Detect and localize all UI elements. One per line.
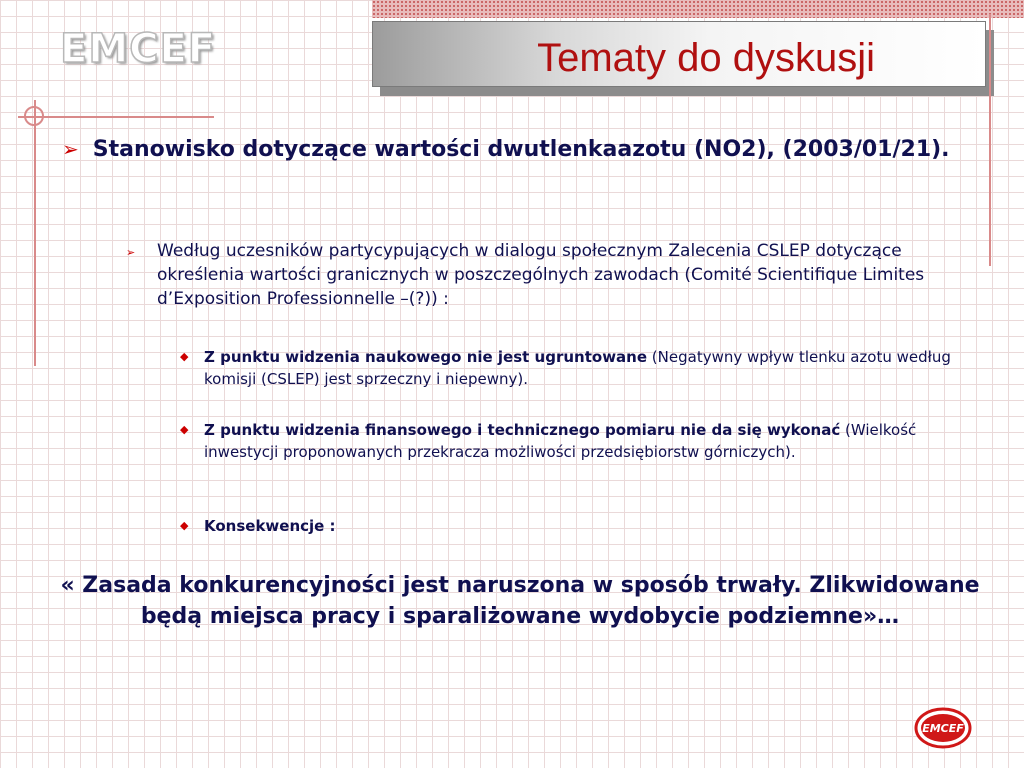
diamond-bullet-icon: ◆ <box>180 350 189 363</box>
intro-paragraph <box>126 239 986 311</box>
title-box <box>372 21 986 87</box>
emcef-logo-text: EMCEF <box>60 26 217 72</box>
list-item <box>180 419 980 463</box>
diamond-bullet-icon: ◆ <box>180 423 189 436</box>
list-item-normal: (Negatywny wpływ tlenku azotu według komisji (CSLEP) jest sprzeczny i niepewny). <box>204 348 951 388</box>
right-decorative-line <box>989 14 991 266</box>
badge-text: EMCEF <box>922 722 964 735</box>
main-heading-text: Stanowisko dotyczące wartości dwutlenkaazotu (NO2), (2003/01/21). <box>92 137 950 162</box>
arrow-bullet-icon: ➢ <box>62 137 79 161</box>
emcef-badge-logo <box>914 707 972 749</box>
list-item-bold: Z punktu widzenia naukowego nie jest ugruntowane <box>204 348 648 366</box>
list-item-bold: Konsekwencje : <box>204 517 336 535</box>
small-arrow-bullet-icon: ➢ <box>126 246 136 259</box>
slide-title: Tematy do dyskusji <box>537 36 875 80</box>
list-item-normal: (Wielkość inwestycji proponowanych przekracza możliwości przedsiębiorstw górniczych). <box>204 421 917 461</box>
main-heading <box>62 134 962 165</box>
closing-quote: « Zasada konkurencyjności jest naruszona w sposób trwały. Zlikwidowane będą miejsca pracy i sparaliżowane wydobycie podziemne»… <box>60 573 980 629</box>
list-item-text <box>204 419 980 463</box>
left-decorative-circle <box>24 106 44 126</box>
intro-paragraph-text: Według uczesników partycypujących w dialogu społecznym Zalecenia CSLEP dotyczące określenia wartości granicznych w poszczególnych zawodach (Comité Scientifique Limites d’Exposition Professionnelle –(?)) : <box>157 241 925 309</box>
list-item <box>180 515 980 537</box>
list-item <box>180 346 980 390</box>
left-decorative-horizontal-line <box>18 116 214 118</box>
top-decorative-band <box>372 0 1024 18</box>
list-item-text <box>204 346 980 390</box>
left-decorative-vertical-line <box>34 100 36 366</box>
diamond-bullet-icon: ◆ <box>180 519 189 532</box>
list-item-bold: Z punktu widzenia finansowego i technicznego pomiaru nie da się wykonać <box>204 421 841 439</box>
list-item-text <box>204 515 980 537</box>
